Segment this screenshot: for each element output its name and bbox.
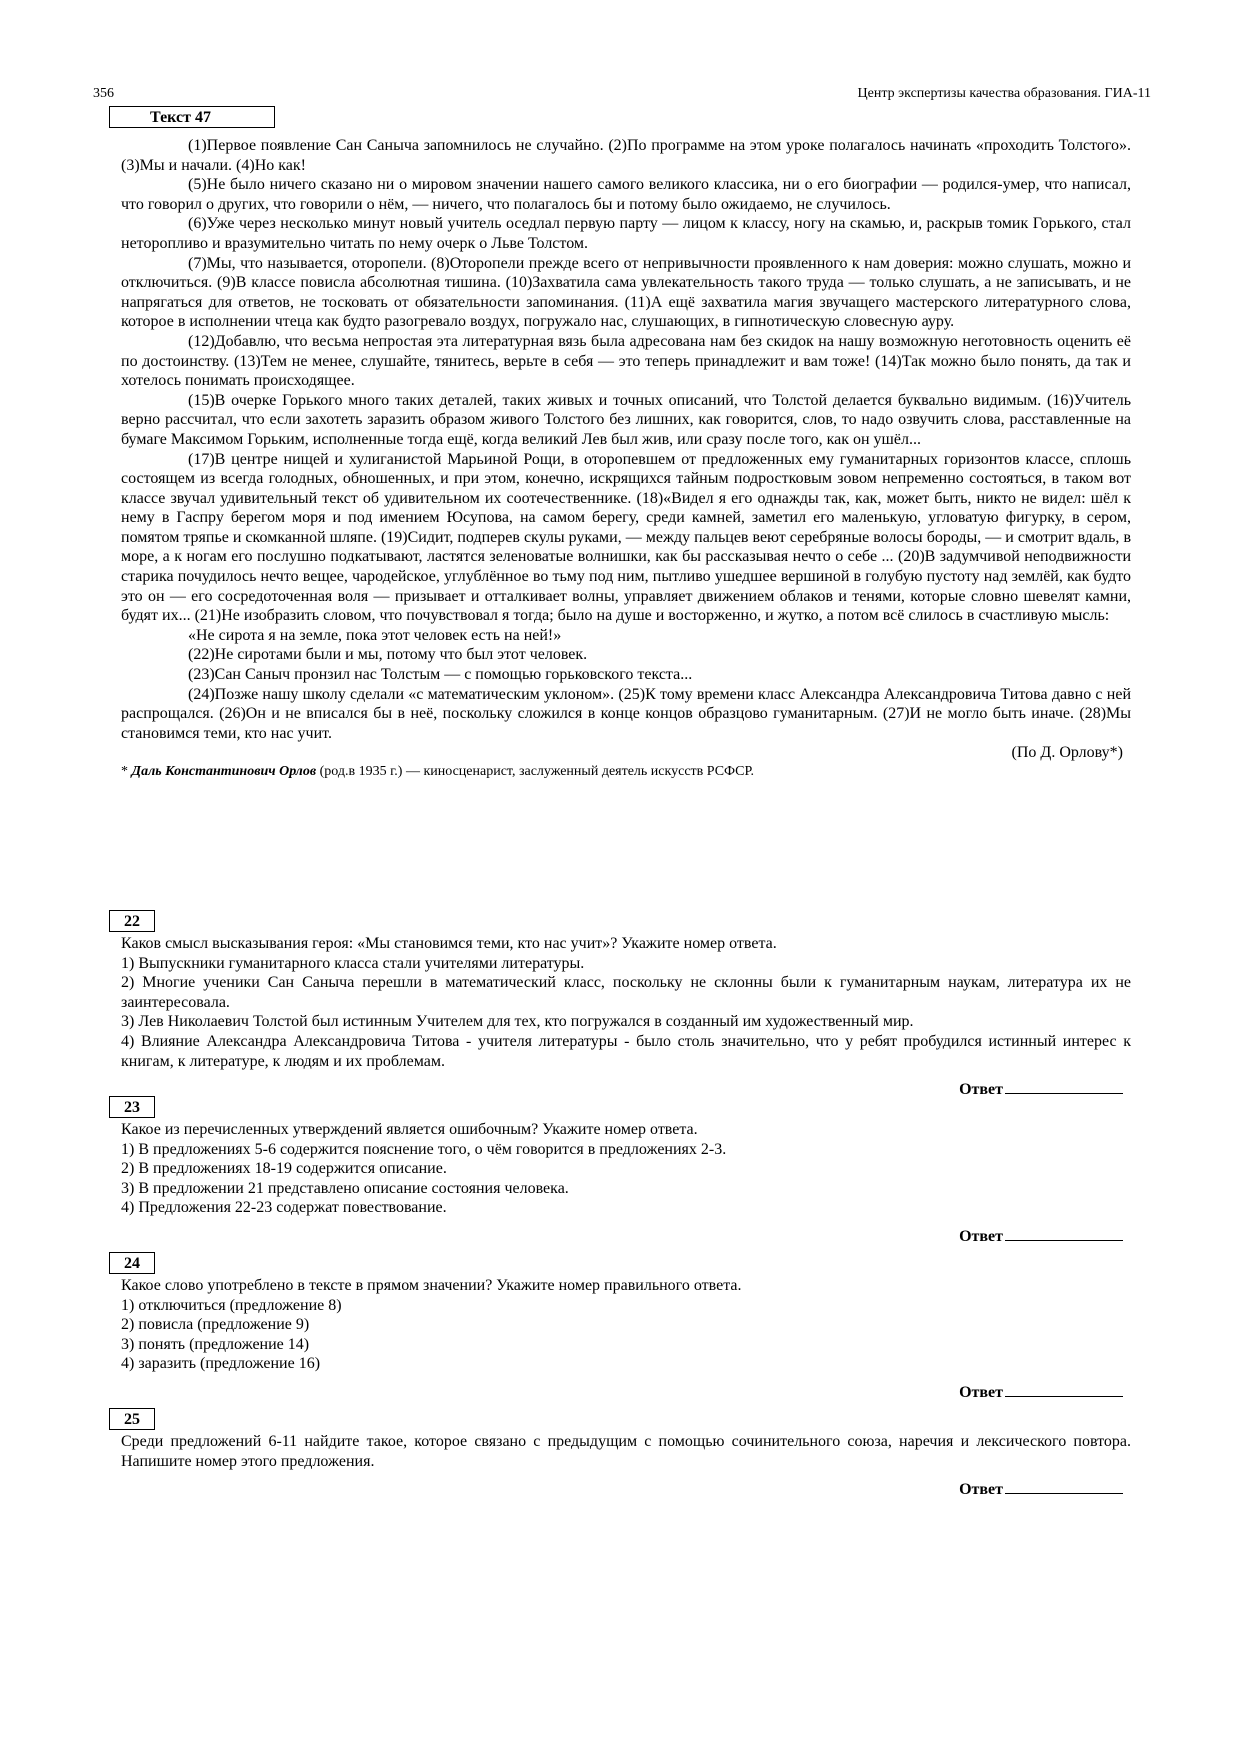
footnote-marker: *	[121, 764, 132, 779]
answer-option: 2) В предложениях 18-19 содержится описание.	[121, 1160, 447, 1178]
paragraph: (24)Позже нашу школу сделали «с математическим уклоном». (25)К тому времени класс Александра Александровича Титова давно с ней распрощался. (26)Он и не вписался бы в неё, поскольку сложился в конце концов образцово гуманитарным. (27)И не могло быть иначе. (28)Мы становимся теми, кто нас учит.	[121, 685, 1131, 742]
question-text: Каков смысл высказывания героя: «Мы становимся теми, кто нас учит»? Укажите номер ответа.	[121, 935, 777, 952]
question-number: 25	[109, 1408, 155, 1430]
answer-option: 4) Предложения 22-23 содержат повествование.	[121, 1199, 447, 1217]
answer-option: 2) повисла (предложение 9)	[121, 1316, 310, 1334]
paragraph: (23)Сан Саныч пронзил нас Толстым — с помощью горьковского текста...	[188, 666, 693, 684]
answer-option: 3) В предложении 21 представлено описание состояния человека.	[121, 1179, 569, 1197]
running-title: Центр экспертизы качества образования. ГИА-11	[857, 86, 1151, 101]
answer-label: Ответ	[959, 1227, 1003, 1245]
answer-line[interactable]	[1005, 1224, 1123, 1241]
text-title: Текст 47	[109, 106, 275, 128]
page-number: 356	[93, 86, 114, 101]
paragraph: (5)Не было ничего сказано ни о мировом значении нашего самого великого классика, ни о его биографии — родился-умер, что написал, что говорил о других, что говорили о нём, — ничего, что полагалось бы и потому было ожидаемо, не случилось.	[121, 176, 1131, 213]
answer-label: Ответ	[959, 1481, 1003, 1499]
paragraph: «Не сирота я на земле, пока этот человек есть на ней!»	[188, 626, 562, 644]
question-number: 22	[109, 910, 155, 932]
answer-option: 3) Лев Николаевич Толстой был истинным Учителем для тех, кто погружался в созданный им художественный мир.	[121, 1013, 914, 1031]
answer-field[interactable]	[121, 1224, 1131, 1247]
footnote	[121, 763, 1131, 780]
answer-line[interactable]	[1005, 1380, 1123, 1397]
answer-option: 4) заразить (предложение 16)	[121, 1355, 321, 1373]
paragraph: (6)Уже через несколько минут новый учитель оседлал первую парту — лицом к классу, ногу на скамью, и, раскрыв томик Горького, стал неторопливо и вразумительно читать по нему очерк о Льве Толстом.	[121, 215, 1131, 252]
answer-option: 1) Выпускники гуманитарного класса стали учителями литературы.	[121, 954, 585, 972]
answer-option: 1) В предложениях 5-6 содержится пояснение того, о чём говорится в предложениях 2-3.	[121, 1140, 727, 1158]
page-header	[93, 86, 1151, 108]
answer-option: 1) отключиться (предложение 8)	[121, 1296, 342, 1314]
reading-text	[121, 136, 1131, 780]
paragraph: (22)Не сиротами были и мы, потому что был этот человек.	[188, 646, 588, 664]
question-25	[121, 1408, 1131, 1500]
question-23	[121, 1096, 1131, 1247]
answer-label: Ответ	[959, 1081, 1003, 1099]
answer-line[interactable]	[1005, 1077, 1123, 1094]
document-page	[93, 86, 1151, 1499]
question-22	[121, 910, 1131, 1100]
question-24	[121, 1252, 1131, 1403]
answer-label: Ответ	[959, 1383, 1003, 1401]
answer-line[interactable]	[1005, 1477, 1123, 1494]
paragraph: (7)Мы, что называется, оторопели. (8)Оторопели прежде всего от непривычности проявленного к нам доверия: можно слушать, можно и отключиться. (9)В классе повисла абсолютная тишина. (10)Захватила сама увлекательность такого труда — только слушать, а не записывать, и не напрягаться для ответов, не тосковать от обязательности запоминания. (11)А ещё захватила магия звучащего мастерского литературного слова, которое в исполнении чтеца как будто разогревало воздух, погружало нас, слушающих, в гипнотическую словесную ауру.	[121, 254, 1131, 331]
paragraph: (17)В центре нищей и хулиганистой Марьиной Рощи, в оторопевшем от предложенных ему гуманитарных горизонтов классе, сплошь состоящем из всегда голодных, обношенных, и при этом, конечно, искрящихся тайным подростковым зовом непременно состояться, в таком вот классе звучал удивительный текст об удивительном их соотечественнике. (18)«Видел я его однажды так, как, может быть, никто не видел: шёл к нему в Гаспру берегом моря и под имением Юсупова, на самом берегу, среди камней, заметил его маленькую, угловатую фигурку, в сером, помятом тряпье и скомканной шляпе. (19)Сидит, подперев скулы руками, — между пальцев веют серебряные волосы бороды, — и смотрит вдаль, в море, а к ногам его послушно подкатывают, ластятся зеленоватые волнишки, как бы рассказывая нечто о себе ... (20)В задумчивой неподвижности старика почудилось нечто вещее, чародейское, углублённое во тьму под ним, пытливо ушедшее вершиной в голубую пустоту над землёй, как будто это он — его сосредоточенная воля — призывает и отталкивает волны, управляет движением облаков и тенями, которые словно шевелят камни, будят их... (21)Не изобразить словом, что почувствовал я тогда; было на душе и восторженно, и жутко, а потом всё слилось в счастливую мысль:	[121, 450, 1131, 625]
answer-option: 4) Влияние Александра Александровича Титова - учителя литературы - было столь значительно, что у ребят пробудился истинный интерес к книгам, к литературе, к людям и их проблемам.	[121, 1032, 1131, 1070]
answer-field[interactable]	[121, 1380, 1131, 1403]
footnote-text: (род.в 1935 г.) — киносценарист, заслуженный деятель искусств РСФСР.	[316, 764, 754, 779]
paragraph: (12)Добавлю, что весьма непростая эта литературная вязь была адресована нам без скидок на нашу возможную неготовность оценить её по достоинству. (13)Тем не менее, слушайте, тянитесь, верьте в себя — это теперь принадлежит и вам тоже! (14)Так можно было понять, да так и хотелось понимать происходящее.	[121, 332, 1131, 390]
author-attribution: (По Д. Орлову*)	[1011, 744, 1123, 762]
question-number: 24	[109, 1252, 155, 1274]
question-text: Какое слово употреблено в тексте в прямом значении? Укажите номер правильного ответа.	[121, 1277, 742, 1294]
answer-option: 2) Многие ученики Сан Саныча перешли в математический класс, поскольку не склонны были к гуманитарным наукам, литература их не заинтересовала.	[121, 974, 1131, 1011]
answer-option: 3) понять (предложение 14)	[121, 1335, 310, 1353]
question-text: Среди предложений 6-11 найдите такое, которое связано с предыдущим с помощью сочинительного союза, наречия и лексического повтора. Напишите номер этого предложения.	[121, 1433, 1131, 1470]
paragraph: (15)В очерке Горького много таких деталей, таких живых и точных описаний, что Толстой делается буквально видимым. (16)Учитель верно рассчитал, что если захотеть заразить образом живого Толстого без лишних, как говорится, слов, то надо озвучить слова, расставленные на бумаге Максимом Горьким, исполненные тогда ещё, когда великий Лев был жив, или сразу после того, как он ушёл...	[121, 391, 1131, 448]
footnote-author-name: Даль Константинович Орлов	[131, 764, 317, 779]
question-text: Какое из перечисленных утверждений является ошибочным? Укажите номер ответа.	[121, 1121, 698, 1138]
question-number: 23	[109, 1096, 155, 1118]
paragraph: (1)Первое появление Сан Саныча запомнилось не случайно. (2)По программе на этом уроке полагалось начинать «проходить Толстого». (3)Мы и начали. (4)Но как!	[121, 137, 1131, 174]
answer-field[interactable]	[121, 1477, 1131, 1500]
